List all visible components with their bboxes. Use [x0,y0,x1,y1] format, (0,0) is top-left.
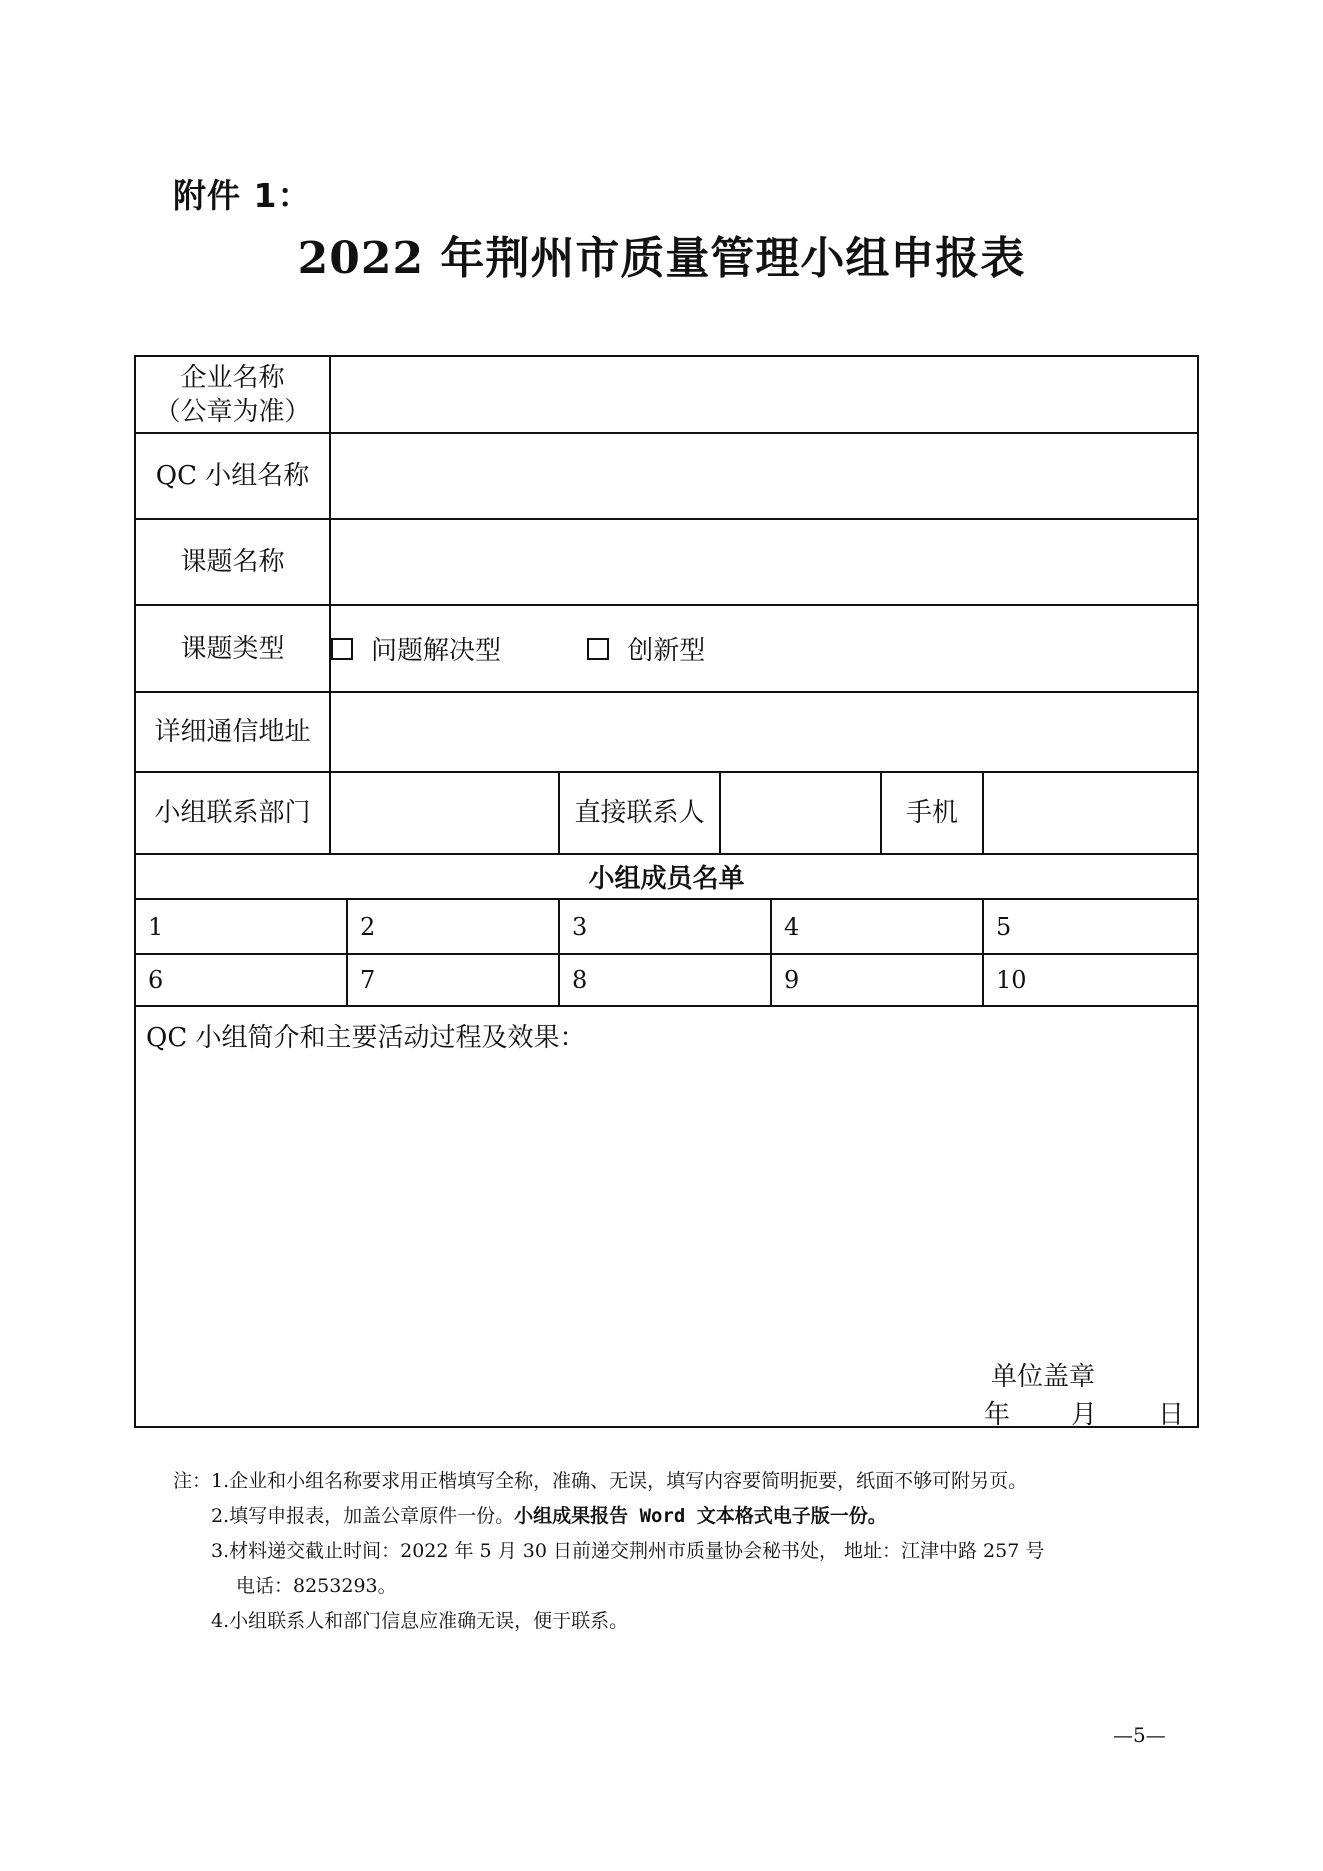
address-label: 详细通信地址 [135,692,330,772]
topic-type-label: 课题类型 [135,605,330,692]
member-cell[interactable]: 1 [135,899,347,954]
date-month: 月 [1070,1400,1097,1430]
phone-label: 手机 [881,772,983,854]
page-title: 2022 年荆州市质量管理小组申报表 [297,233,1026,284]
company-name-field[interactable] [330,356,1198,433]
attachment-label: 附件 1： [173,176,312,215]
seal-label: 单位盖章 [991,1362,1096,1392]
note-4: 4.小组联系人和部门信息应准确无误，便于联系。 [211,1610,629,1632]
topic-name-label: 课题名称 [135,519,330,605]
qc-group-name-field[interactable] [330,433,1198,519]
qc-group-name-label: QC 小组名称 [135,433,330,519]
member-cell[interactable]: 3 [559,899,771,954]
application-form [134,355,1199,1428]
member-cell[interactable]: 5 [983,899,1198,954]
contact-person-label: 直接联系人 [559,772,720,854]
note-2: 2.填写申报表，加盖公章原件一份。小组成果报告 Word 文本格式电子版一份。 [211,1505,887,1527]
member-cell[interactable]: 6 [135,954,347,1006]
member-cell[interactable]: 4 [771,899,983,954]
member-cell[interactable]: 10 [983,954,1198,1006]
topic-type-options [330,605,1198,692]
checkbox-innovation[interactable] [587,638,609,660]
company-name-label: 企业名称 （公章为准） [135,356,330,433]
date-day: 日 [1157,1400,1184,1430]
contact-person-field[interactable] [720,772,881,854]
date-year: 年 [984,1400,1011,1430]
notes [173,1464,1173,1639]
intro-label: QC 小组简介和主要活动过程及效果： [146,1023,586,1053]
note-3: 3.材料递交截止时间：2022 年 5 月 30 日前递交荆州市质量协会秘书处， 地址：江津中路 257 号 [211,1540,1045,1562]
option-innovation[interactable]: 创新型 [587,630,705,667]
member-cell[interactable]: 7 [347,954,559,1006]
phone-field[interactable] [983,772,1198,854]
note-1: 注：1.企业和小组名称要求用正楷填写全称，准确、无误，填写内容要简明扼要，纸面不够可附另页。 [173,1470,1028,1492]
page-number: —5— [1113,1723,1166,1747]
note-3-phone: 电话：8253293。 [236,1575,397,1597]
member-cell[interactable]: 2 [347,899,559,954]
topic-name-field[interactable] [330,519,1198,605]
intro-field[interactable] [135,1006,1198,1430]
member-cell[interactable]: 8 [559,954,771,1006]
option-problem-solving[interactable]: 问题解决型 [331,630,501,667]
address-field[interactable] [330,692,1198,772]
dept-field[interactable] [330,772,559,854]
date-line [984,1394,1184,1431]
checkbox-problem-solving[interactable] [331,638,353,660]
dept-label: 小组联系部门 [135,772,330,854]
members-header: 小组成员名单 [135,854,1198,899]
member-cell[interactable]: 9 [771,954,983,1006]
